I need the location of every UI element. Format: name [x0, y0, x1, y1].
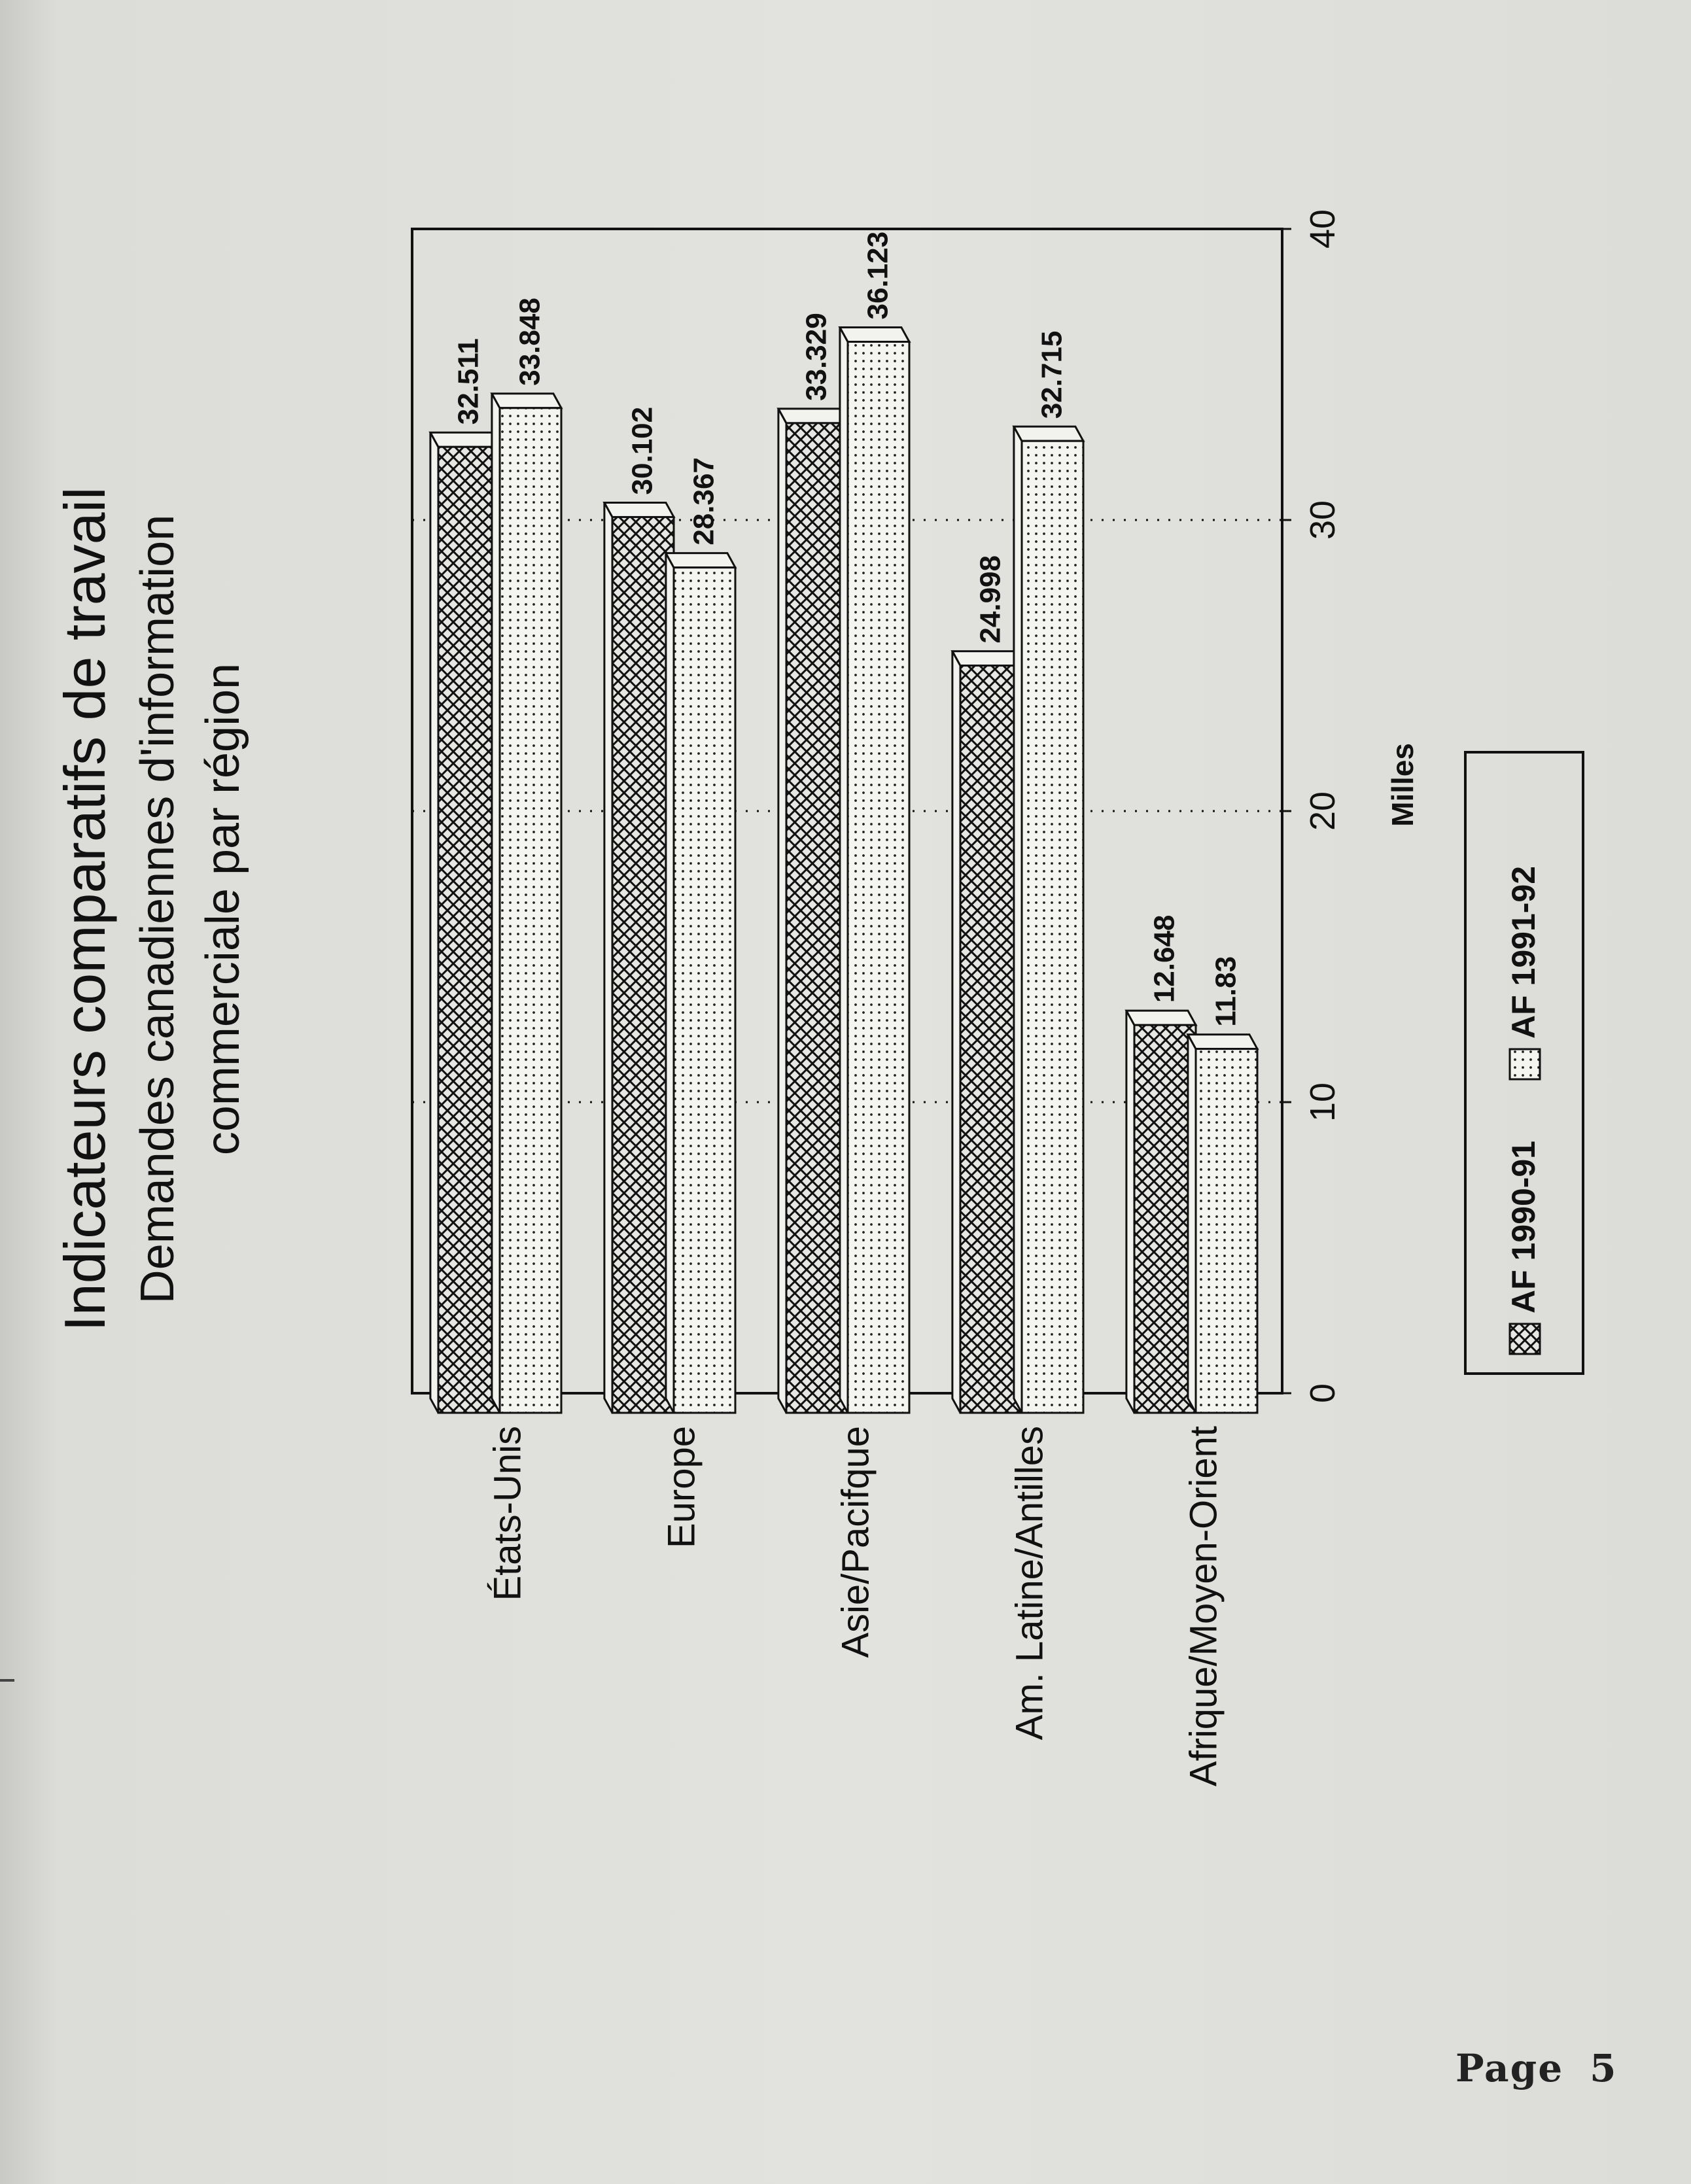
legend-swatch: [1510, 1049, 1540, 1079]
category-label: Am. Latine/Antilles: [1008, 1426, 1051, 1741]
legend-swatch: [1510, 1324, 1540, 1354]
x-tick-label: 0: [1303, 1383, 1342, 1404]
bar-af-1991-92: [1022, 441, 1083, 1413]
bar-end-face: [430, 432, 500, 447]
bar-top-face: [492, 394, 500, 1413]
bar-top-face: [1188, 1035, 1196, 1413]
data-label: 11.83: [1210, 956, 1242, 1027]
data-label: 30.102: [626, 406, 659, 495]
bar-af-1991-92: [848, 342, 909, 1413]
page-footer: [1456, 2046, 1617, 2090]
bar-af-1990-91: [612, 517, 674, 1413]
bar-end-face: [1126, 1011, 1196, 1025]
bar-top-face: [952, 651, 960, 1413]
bar-top-face: [604, 502, 612, 1413]
legend-entry: AF 1990-91: [1505, 1140, 1543, 1313]
legend-entry: AF 1991-92: [1505, 865, 1543, 1039]
data-label: 12.648: [1148, 914, 1181, 1003]
bar-af-1990-91: [960, 666, 1022, 1413]
legend: [1465, 752, 1583, 1374]
x-tick-label: 20: [1303, 791, 1342, 831]
category-label: Asie/Pacifque: [834, 1426, 877, 1658]
bar-end-face: [1014, 426, 1083, 441]
category-label: Europe: [660, 1426, 703, 1549]
bar-end-face: [604, 502, 674, 517]
bar-top-face: [666, 553, 674, 1413]
bar-af-1990-91: [1134, 1025, 1196, 1413]
bar-top-face: [1014, 426, 1022, 1413]
category-label: Afrique/Moyen-Orient: [1182, 1426, 1225, 1787]
chart-subtitle: [131, 515, 249, 1304]
data-label: 33.329: [800, 313, 833, 401]
bar-top-face: [778, 409, 786, 1413]
bar-end-face: [666, 553, 735, 568]
bar-af-1991-92: [500, 408, 561, 1413]
bar-top-face: [430, 432, 438, 1413]
bar-end-face: [778, 409, 848, 423]
bar-af-1990-91: [438, 447, 500, 1413]
bar-end-face: [952, 651, 1022, 666]
bar-af-1991-92: [1196, 1049, 1257, 1413]
x-tick-label: 30: [1303, 500, 1342, 540]
bar-top-face: [1126, 1011, 1134, 1413]
chart-subtitle-line: commerciale par région: [197, 663, 249, 1156]
data-label: 28.367: [688, 457, 720, 546]
bar-top-face: [840, 328, 848, 1413]
data-label: 36.123: [862, 231, 894, 320]
chart-subtitle-line: Demandes canadiennes d'information: [131, 514, 184, 1304]
data-label: 32.715: [1036, 330, 1068, 419]
bar-af-1990-91: [786, 423, 848, 1413]
x-tick-label: 10: [1303, 1082, 1342, 1122]
category-label: États-Unis: [486, 1426, 529, 1601]
data-label: 32.511: [452, 338, 485, 425]
bar-af-1991-92: [674, 568, 735, 1413]
bar-end-face: [492, 394, 561, 408]
bar-end-face: [840, 328, 909, 342]
data-label: 33.848: [514, 298, 546, 386]
x-axis-label: Milles: [1386, 743, 1420, 827]
page-label: Page: [1456, 2046, 1564, 2090]
x-tick-label: 40: [1303, 209, 1342, 249]
chart-title: Indicateurs comparatifs de travail: [52, 487, 117, 1332]
data-label: 24.998: [974, 555, 1007, 644]
page-number: 5: [1590, 2046, 1618, 2090]
bar-end-face: [1188, 1035, 1257, 1049]
